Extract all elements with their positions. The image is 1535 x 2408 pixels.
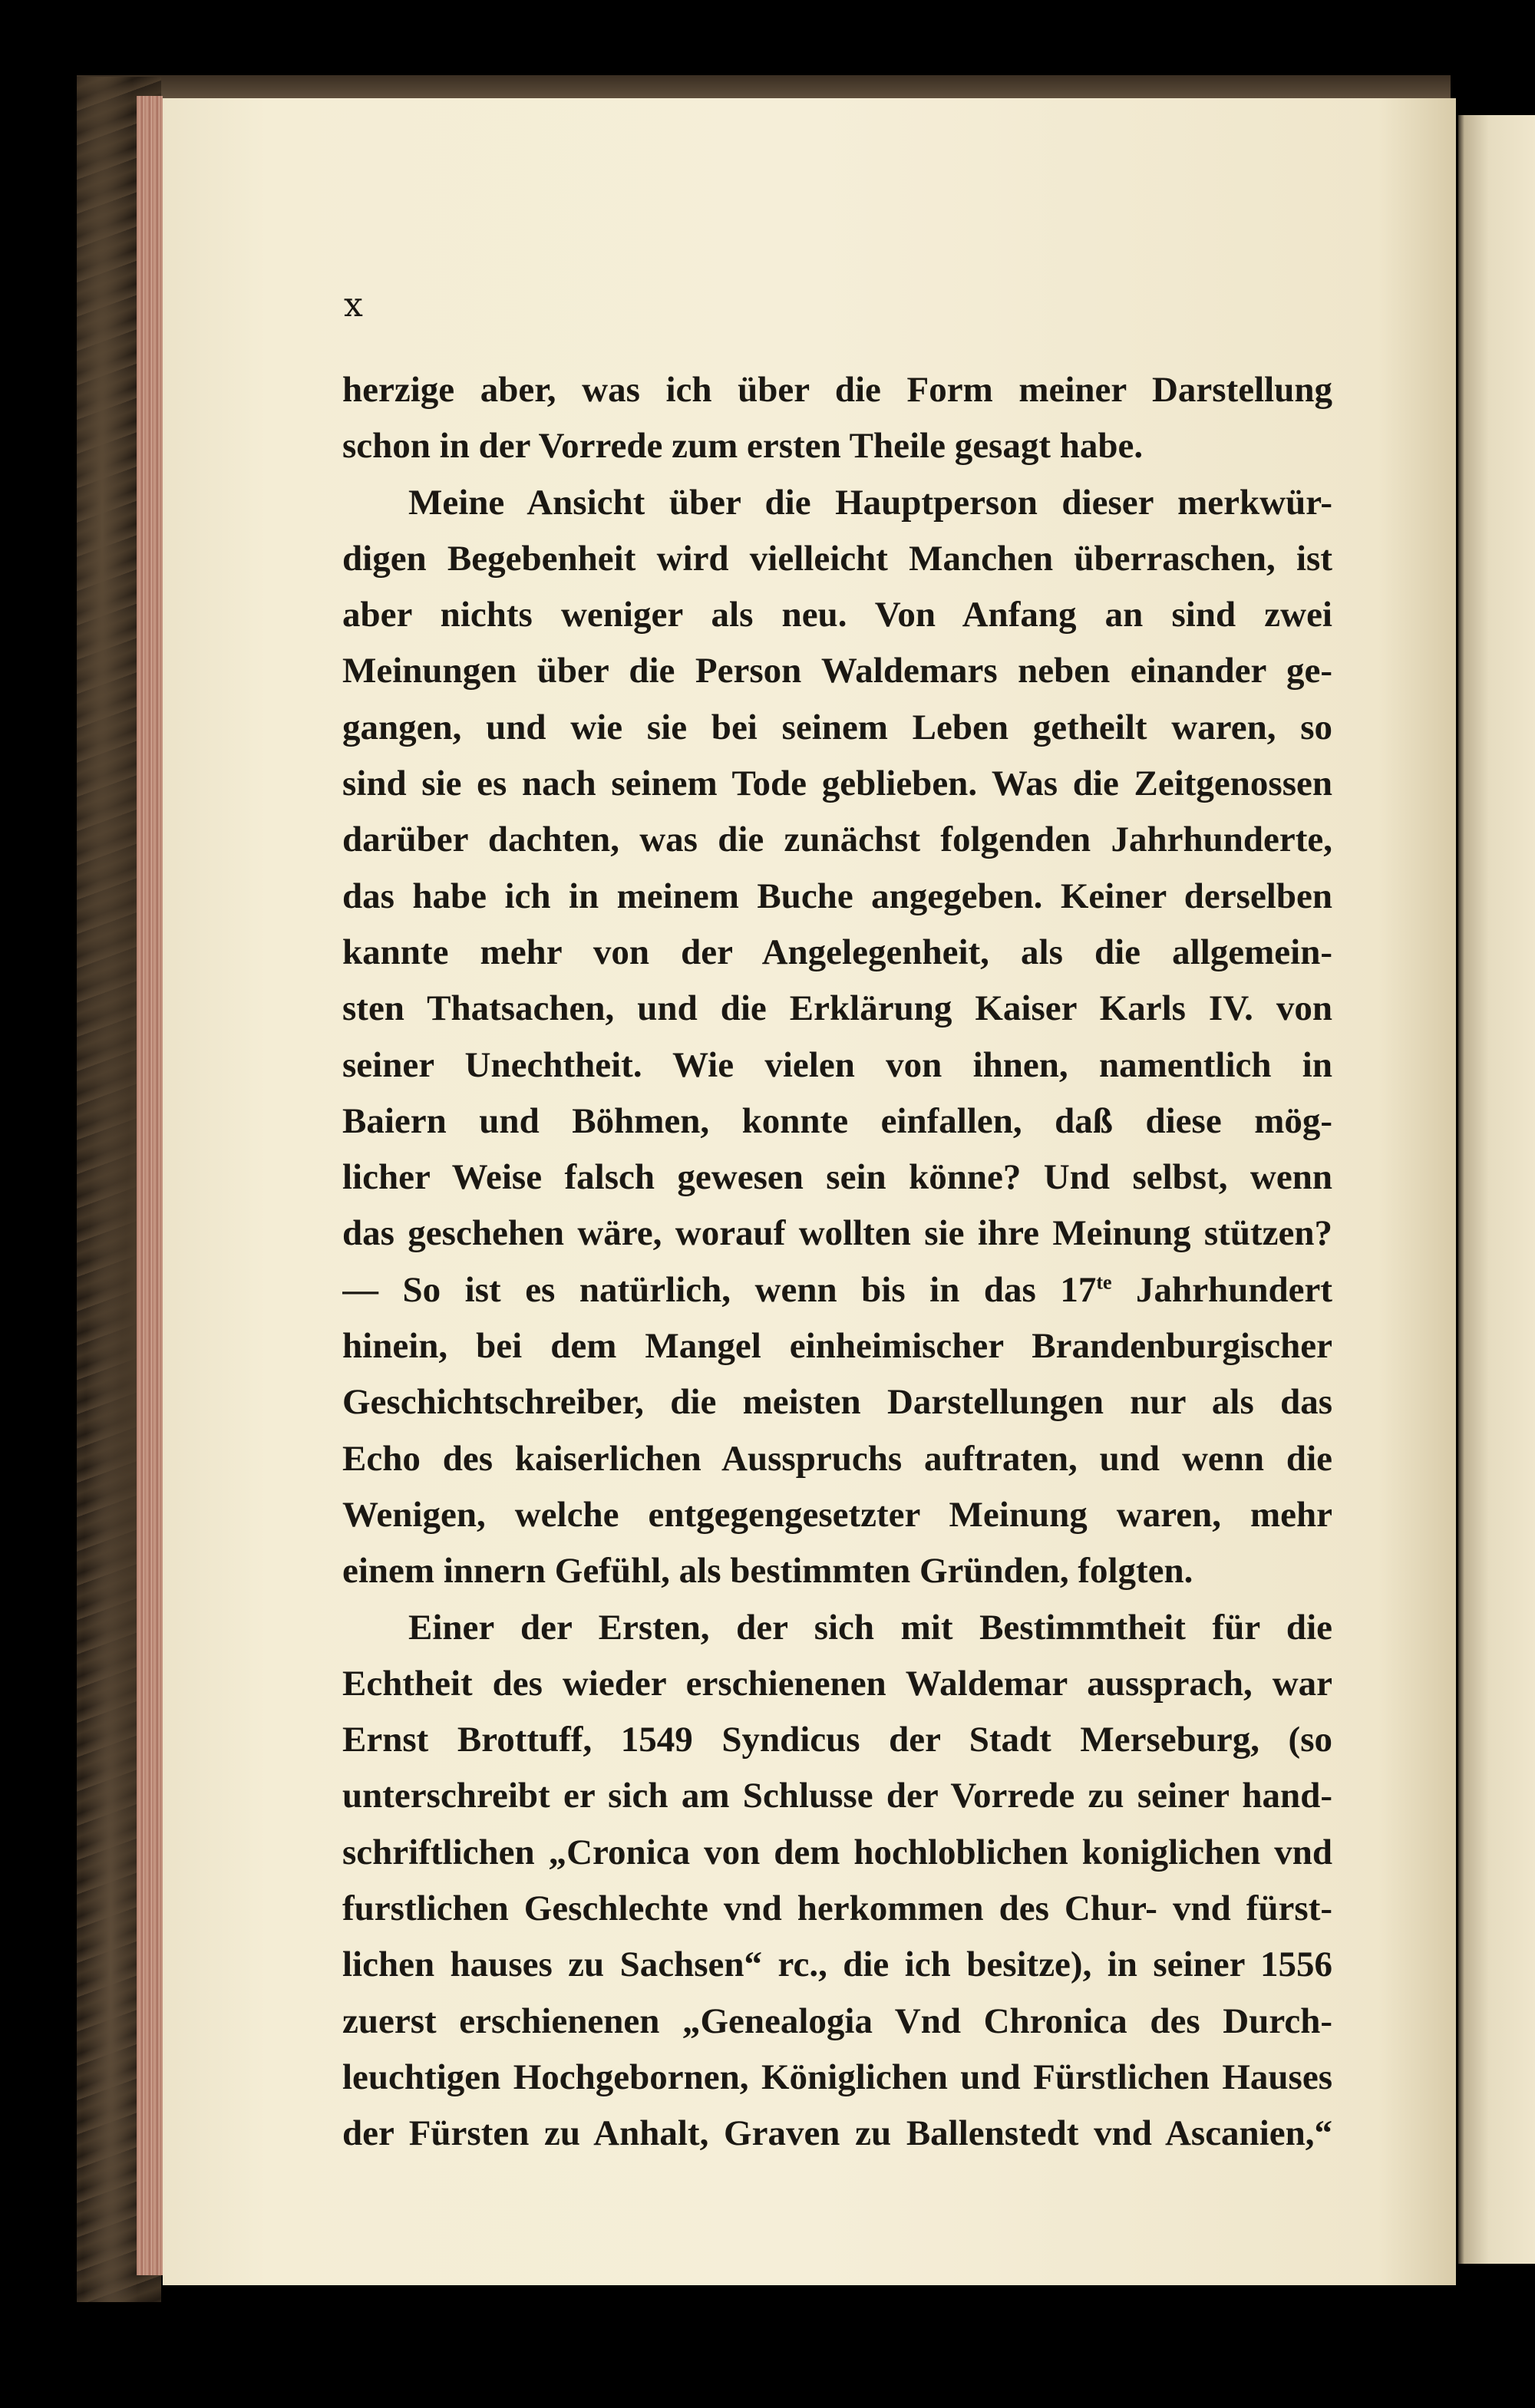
text-line: Einer der Ersten, der sich mit Bestimmtheit für die [408, 1607, 1332, 1648]
text-line-with-superscript [342, 1262, 1332, 1318]
text-line: Meinungen über die Person Waldemars neben einander ge- [342, 651, 1332, 691]
ordinal-superscript: te [1096, 1271, 1112, 1294]
text-line: Echo des kaiserlichen Ausspruchs auftraten, und wenn die [342, 1438, 1332, 1479]
text-line: zuerst erschienenen „Genealogia Vnd Chronica des Durch- [342, 2001, 1332, 2041]
text-line: darüber dachten, was die zunächst folgenden Jahrhunderte, [342, 820, 1332, 860]
text-line-end: Jahrhundert [1111, 1269, 1332, 1310]
text-line: leuchtigen Hochgebornen, Königlichen und Fürstlichen Hauses [342, 2057, 1332, 2097]
text-line: Baiern und Böhmen, konnte einfallen, daß diese mög- [342, 1100, 1332, 1141]
body-text [342, 362, 1332, 2162]
text-line: seiner Unechtheit. Wie vielen von ihnen, namentlich in [342, 1044, 1332, 1085]
text-line: aber nichts weniger als neu. Von Anfang an sind zwei [342, 595, 1332, 635]
text-line: licher Weise falsch gewesen sein könne? Und selbst, wenn [342, 1157, 1332, 1198]
text-line: Wenigen, welche entgegengesetzter Meinung waren, mehr [342, 1494, 1332, 1535]
text-line-start: — So ist es natürlich, wenn bis in das 17 [342, 1269, 1097, 1310]
text-line: das geschehen wäre, worauf wollten sie ihre Meinung stützen? [342, 1213, 1332, 1254]
text-line: sind sie es nach seinem Tode geblieben. Was die Zeitgenossen [342, 764, 1332, 804]
text-line: Echtheit des wieder erschienenen Waldemar aussprach, war [342, 1663, 1332, 1704]
text-line: gangen, und wie sie bei seinem Leben getheilt waren, so [342, 707, 1332, 747]
text-line: kannte mehr von der Angelegenheit, als die allgemein- [342, 932, 1332, 972]
page-edges [137, 96, 163, 2275]
text-line: der Fürsten zu Anhalt, Graven zu Ballenstedt vnd Ascanien,“ [342, 2113, 1332, 2154]
text-line: hinein, bei dem Mangel einheimischer Brandenburgischer [342, 1326, 1332, 1367]
text-line: das habe ich in meinem Buche angegeben. Keiner derselben [342, 876, 1332, 916]
text-line: Geschichtschreiber, die meisten Darstellungen nur als das [342, 1382, 1332, 1423]
text-line: furstlichen Geschlechte vnd herkommen des Chur- vnd fürst- [342, 1888, 1332, 1929]
text-line: unterschreibt er sich am Schlusse der Vorrede zu seiner hand- [342, 1776, 1332, 1816]
text-line: digen Begebenheit wird vielleicht Manchen überraschen, ist [342, 538, 1332, 579]
facing-page-edge [1458, 115, 1535, 2264]
text-line: schon in der Vorrede zum ersten Theile gesagt habe. [342, 426, 1144, 467]
text-line: schriftlichen „Cronica von dem hochloblichen koniglichen vnd [342, 1832, 1332, 1872]
text-line: Ernst Brottuff, 1549 Syndicus der Stadt Merseburg, (so [342, 1720, 1332, 1760]
text-line: lichen hauses zu Sachsen“ rc., die ich besitze), in seiner 1556 [342, 1945, 1332, 1985]
page-number: x [344, 285, 363, 325]
text-line: einem innern Gefühl, als bestimmten Gründen, folgten. [342, 1551, 1193, 1592]
text-line: herzige aber, was ich über die Form meiner Darstellung [342, 370, 1332, 410]
text-line: Meine Ansicht über die Hauptperson dieser merkwür- [408, 482, 1332, 523]
text-line: sten Thatsachen, und die Erklärung Kaiser Karls IV. von [342, 988, 1332, 1029]
